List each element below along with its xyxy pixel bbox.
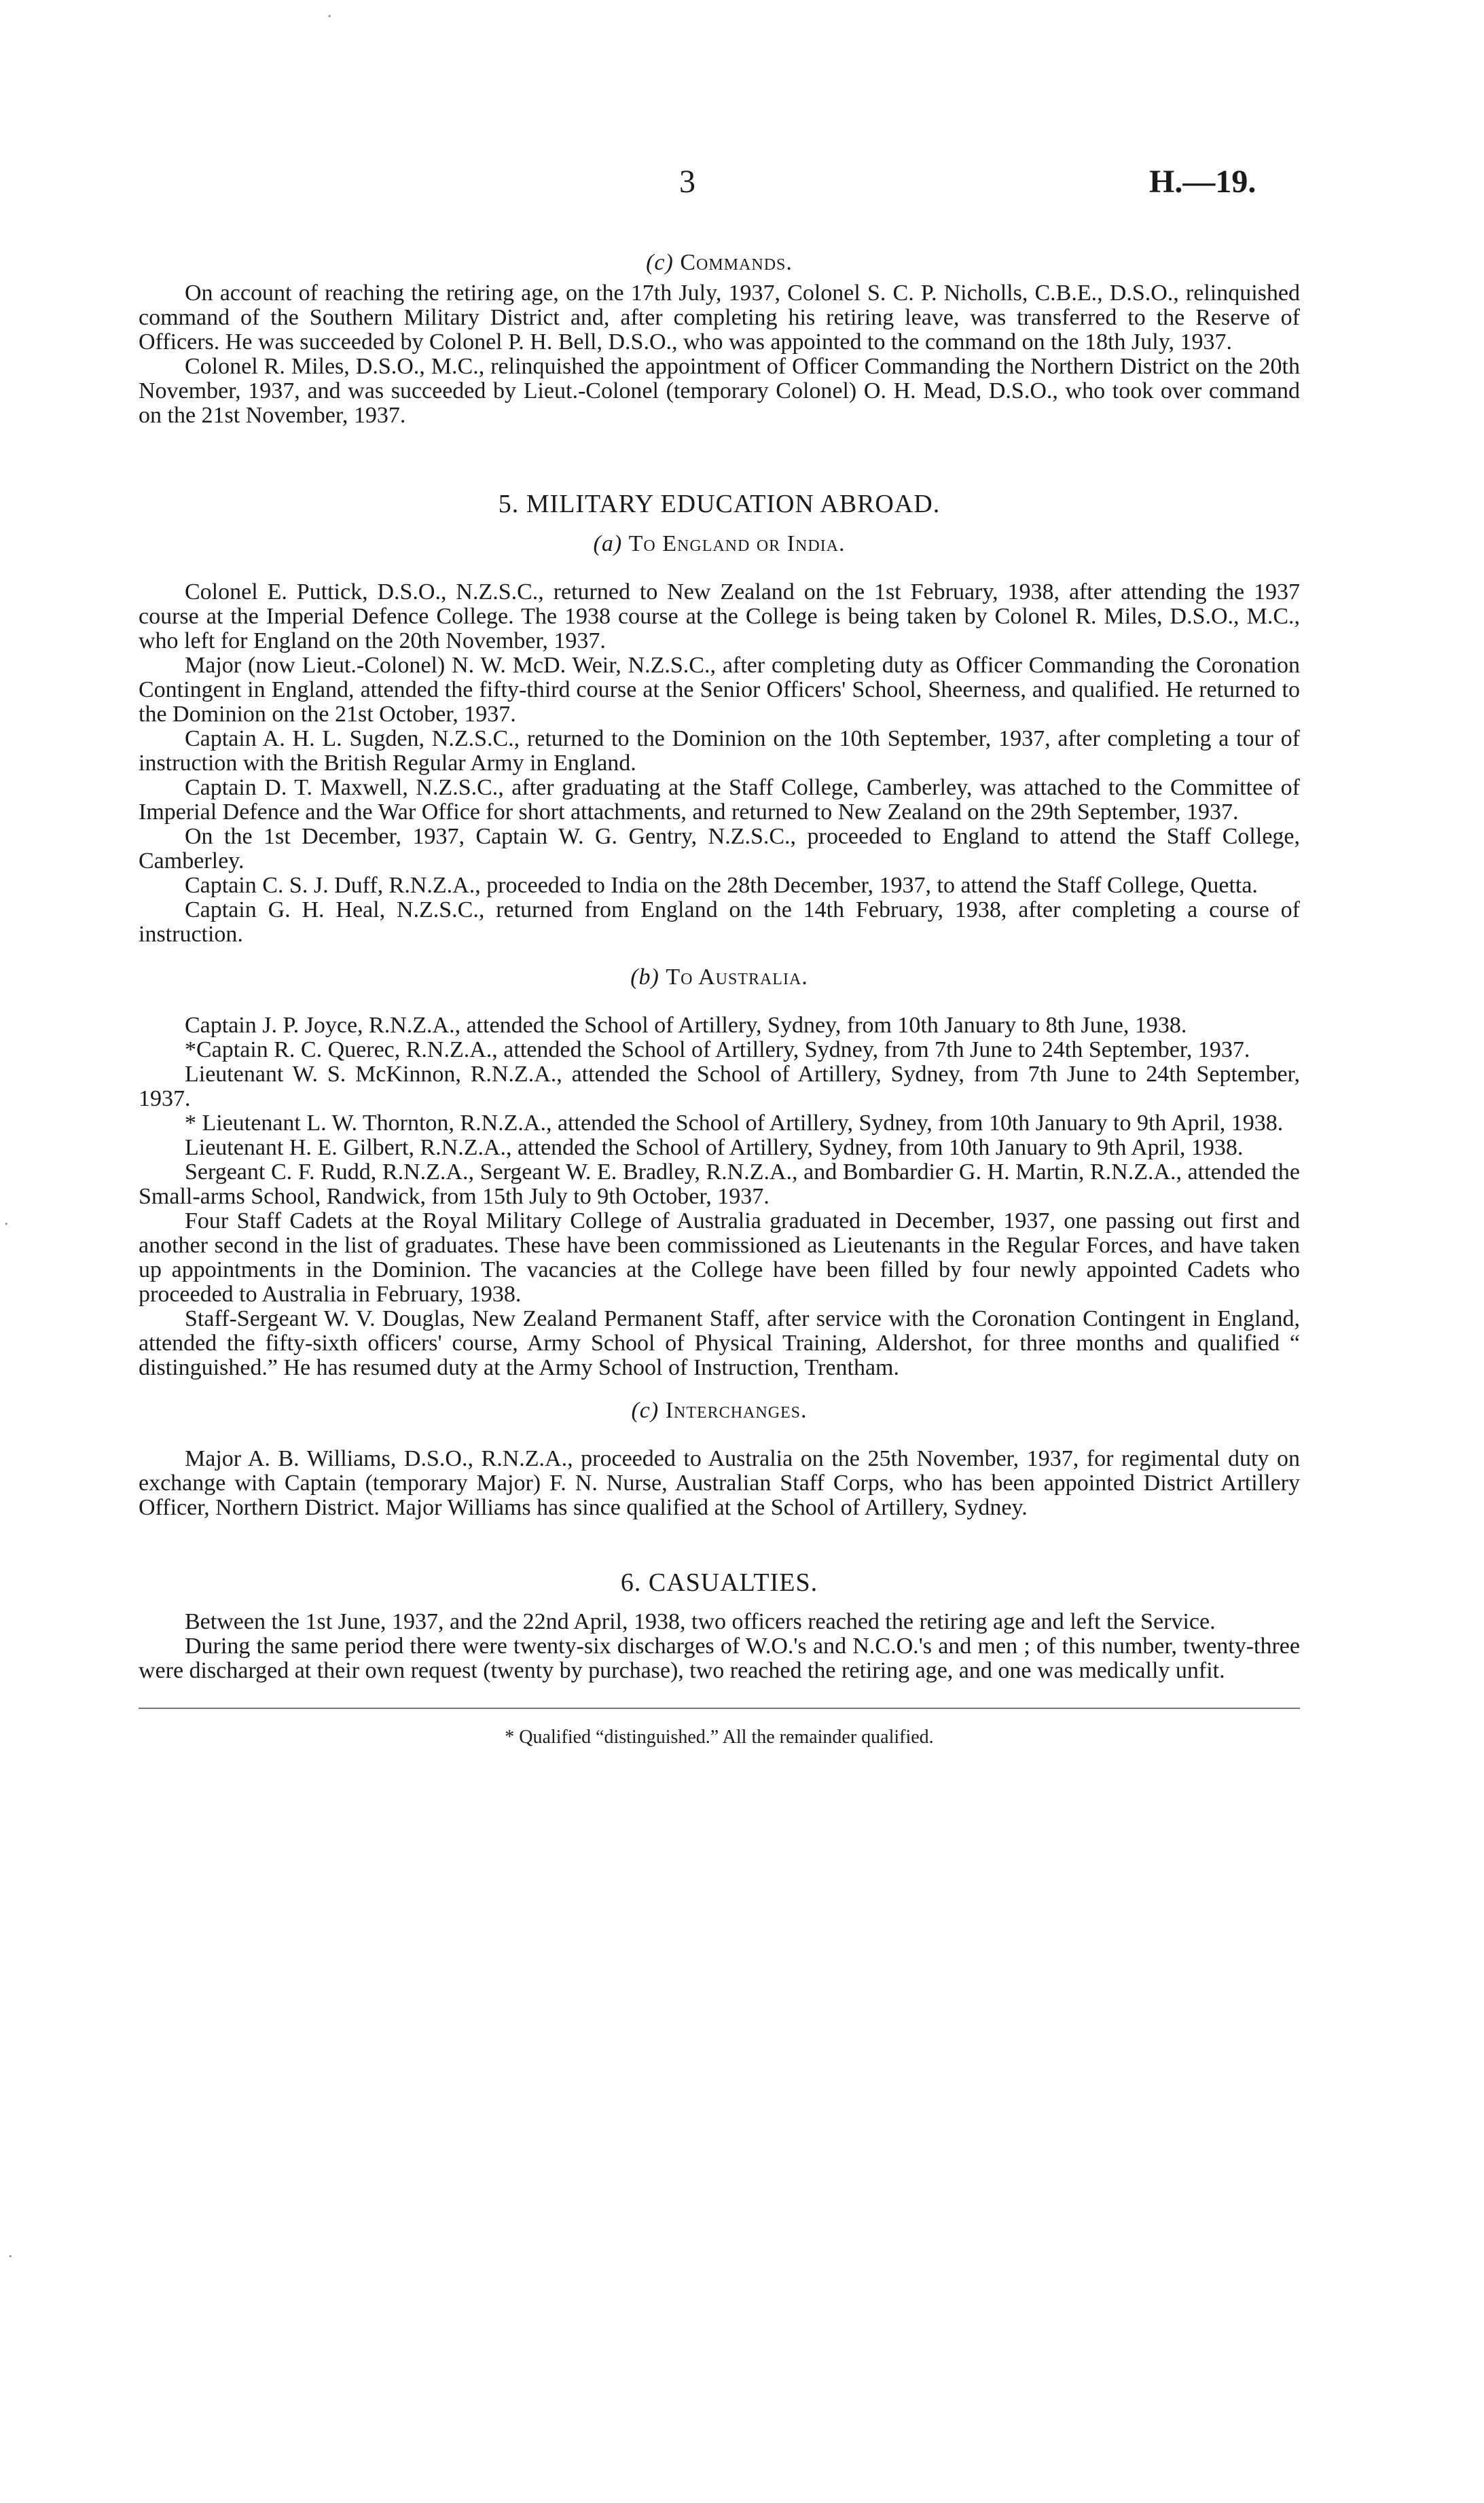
paragraph: * Lieutenant L. W. Thornton, R.N.Z.A., attended the School of Artillery, Sydney, from 10th January to 9th April, 1938. bbox=[185, 1111, 1284, 1136]
paragraph: *Captain R. C. Querec, R.N.Z.A., attended the School of Artillery, Sydney, from 7th June to 24th September, 1937. bbox=[185, 1037, 1250, 1062]
interchanges-heading-title: Interchanges. bbox=[665, 1398, 808, 1423]
england-heading bbox=[139, 531, 1300, 557]
footnote-divider bbox=[139, 1708, 1300, 1709]
section-5-title: 5. MILITARY EDUCATION ABROAD. bbox=[498, 490, 941, 518]
commands-heading-label: (c) bbox=[646, 250, 674, 275]
section-6-title: 6. CASUALTIES. bbox=[620, 1568, 818, 1597]
paragraph: Sergeant C. F. Rudd, R.N.Z.A., Sergeant W. E. Bradley, R.N.Z.A., and Bombardier G. H. Martin, R.N.Z.A., attended the Small-arms School, Randwick, from 15th July to 9th October, 1937. bbox=[139, 1159, 1300, 1209]
paragraph: Four Staff Cadets at the Royal Military College of Australia graduated in December, 1937, one passing out first and another second in the list of graduates. These have been commissioned as Lieutenants in the Regular Forces, and have taken up appointments in the Dominion. The vacancies at the College have been filled by four newly appointed Cadets who proceeded to Australia in February, 1938. bbox=[139, 1208, 1300, 1307]
paragraph: During the same period there were twenty-six discharges of W.O.'s and N.C.O.'s and men ; of this number, twenty-three were discharged at their own request (twenty by purchase), two reached the retiring age, and one was medically unfit. bbox=[139, 1634, 1300, 1683]
commands-heading bbox=[139, 250, 1300, 276]
commands-heading-title: Commands. bbox=[680, 250, 793, 275]
document-reference: H.—19. bbox=[1149, 164, 1256, 200]
scan-mark: . bbox=[4, 1209, 9, 1229]
paragraph: Captain A. H. L. Sugden, N.Z.S.C., returned to the Dominion on the 10th September, 1937, after completing a tour of instruction with the British Regular Army in England. bbox=[139, 726, 1300, 776]
paragraph: Major A. B. Williams, D.S.O., R.N.Z.A., proceeded to Australia on the 25th November, 1937, for regimental duty on exchange with Captain (temporary Major) F. N. Nurse, Australian Staff Corps, who has been appointed District Artillery Officer, Northern District. Major Williams has since qualified at the School of Artillery, Sydney. bbox=[139, 1446, 1300, 1520]
australia-heading-label: (b) bbox=[630, 965, 659, 990]
australia-heading bbox=[139, 965, 1300, 990]
paragraph: Major (now Lieut.-Colonel) N. W. McD. Weir, N.Z.S.C., after completing duty as Officer Commanding the Coronation Contingent in England, attended the fifty-third course at the Senior Officers' School, Sheerness, and qualified. He returned to the Dominion on the 21st October, 1937. bbox=[139, 653, 1300, 727]
paragraph: On the 1st December, 1937, Captain W. G. Gentry, N.Z.S.C., proceeded to England to attend the Staff College, Camberley. bbox=[139, 824, 1300, 874]
page-number: 3 bbox=[679, 164, 695, 200]
paragraph: Captain J. P. Joyce, R.N.Z.A., attended the School of Artillery, Sydney, from 10th January to 8th June, 1938. bbox=[185, 1013, 1187, 1038]
paragraph: On account of reaching the retiring age, on the 17th July, 1937, Colonel S. C. P. Nicholls, C.B.E., D.S.O., relinquished command of the Southern Military District and, after completing his retiring leave, was transferred to the Reserve of Officers. He was succeeded by Colonel P. H. Bell, D.S.O., who was appointed to the command on the 18th July, 1937. bbox=[139, 281, 1300, 355]
paragraph: Captain D. T. Maxwell, N.Z.S.C., after graduating at the Staff College, Camberley, was attached to the Committee of Imperial Defence and the War Office for short attachments, and returned to New Zealand on the 29th September, 1937. bbox=[139, 775, 1300, 825]
scan-mark: . bbox=[327, 1, 332, 21]
australia-heading-title: To Australia. bbox=[666, 965, 808, 990]
paragraph: Staff-Sergeant W. V. Douglas, New Zealand Permanent Staff, after service with the Coronation Contingent in England, attended the fifty-sixth officers' course, Army School of Physical Training, Aldershot, for three months and qualified “ distinguished.” He has resumed duty at the Army School of Instruction, Trentham. bbox=[139, 1306, 1300, 1380]
paragraph: Lieutenant W. S. McKinnon, R.N.Z.A., attended the School of Artillery, Sydney, from 7th June to 24th September, 1937. bbox=[139, 1062, 1300, 1111]
scan-mark: . bbox=[8, 2241, 13, 2261]
england-heading-title: To England or India. bbox=[628, 531, 846, 556]
paragraph: Lieutenant H. E. Gilbert, R.N.Z.A., attended the School of Artillery, Sydney, from 10th January to 9th April, 1938. bbox=[185, 1135, 1244, 1160]
paragraph: Captain C. S. J. Duff, R.N.Z.A., proceeded to India on the 28th December, 1937, to attend the Staff College, Quetta. bbox=[185, 873, 1258, 898]
interchanges-heading-label: (c) bbox=[631, 1398, 659, 1423]
paragraph: Between the 1st June, 1937, and the 22nd April, 1938, two officers reached the retiring age and left the Service. bbox=[185, 1609, 1216, 1634]
page-body bbox=[139, 250, 1300, 1748]
interchanges-heading bbox=[139, 1398, 1300, 1424]
paragraph: Captain G. H. Heal, N.Z.S.C., returned from England on the 14th February, 1938, after completing a course of instruction. bbox=[139, 897, 1300, 947]
paragraph: Colonel R. Miles, D.S.O., M.C., relinquished the appointment of Officer Commanding the Northern District on the 20th November, 1937, and was succeeded by Lieut.-Colonel (temporary Colonel) O. H. Mead, D.S.O., who took over command on the 21st November, 1937. bbox=[139, 354, 1300, 428]
england-heading-label: (a) bbox=[593, 531, 623, 556]
footnote: * Qualified “distinguished.” All the remainder qualified. bbox=[505, 1727, 934, 1748]
paragraph: Colonel E. Puttick, D.S.O., N.Z.S.C., returned to New Zealand on the 1st February, 1938, after attending the 1937 course at the Imperial Defence College. The 1938 course at the College is being taken by Colonel R. Miles, D.S.O., M.C., who left for England on the 20th November, 1937. bbox=[139, 579, 1300, 653]
